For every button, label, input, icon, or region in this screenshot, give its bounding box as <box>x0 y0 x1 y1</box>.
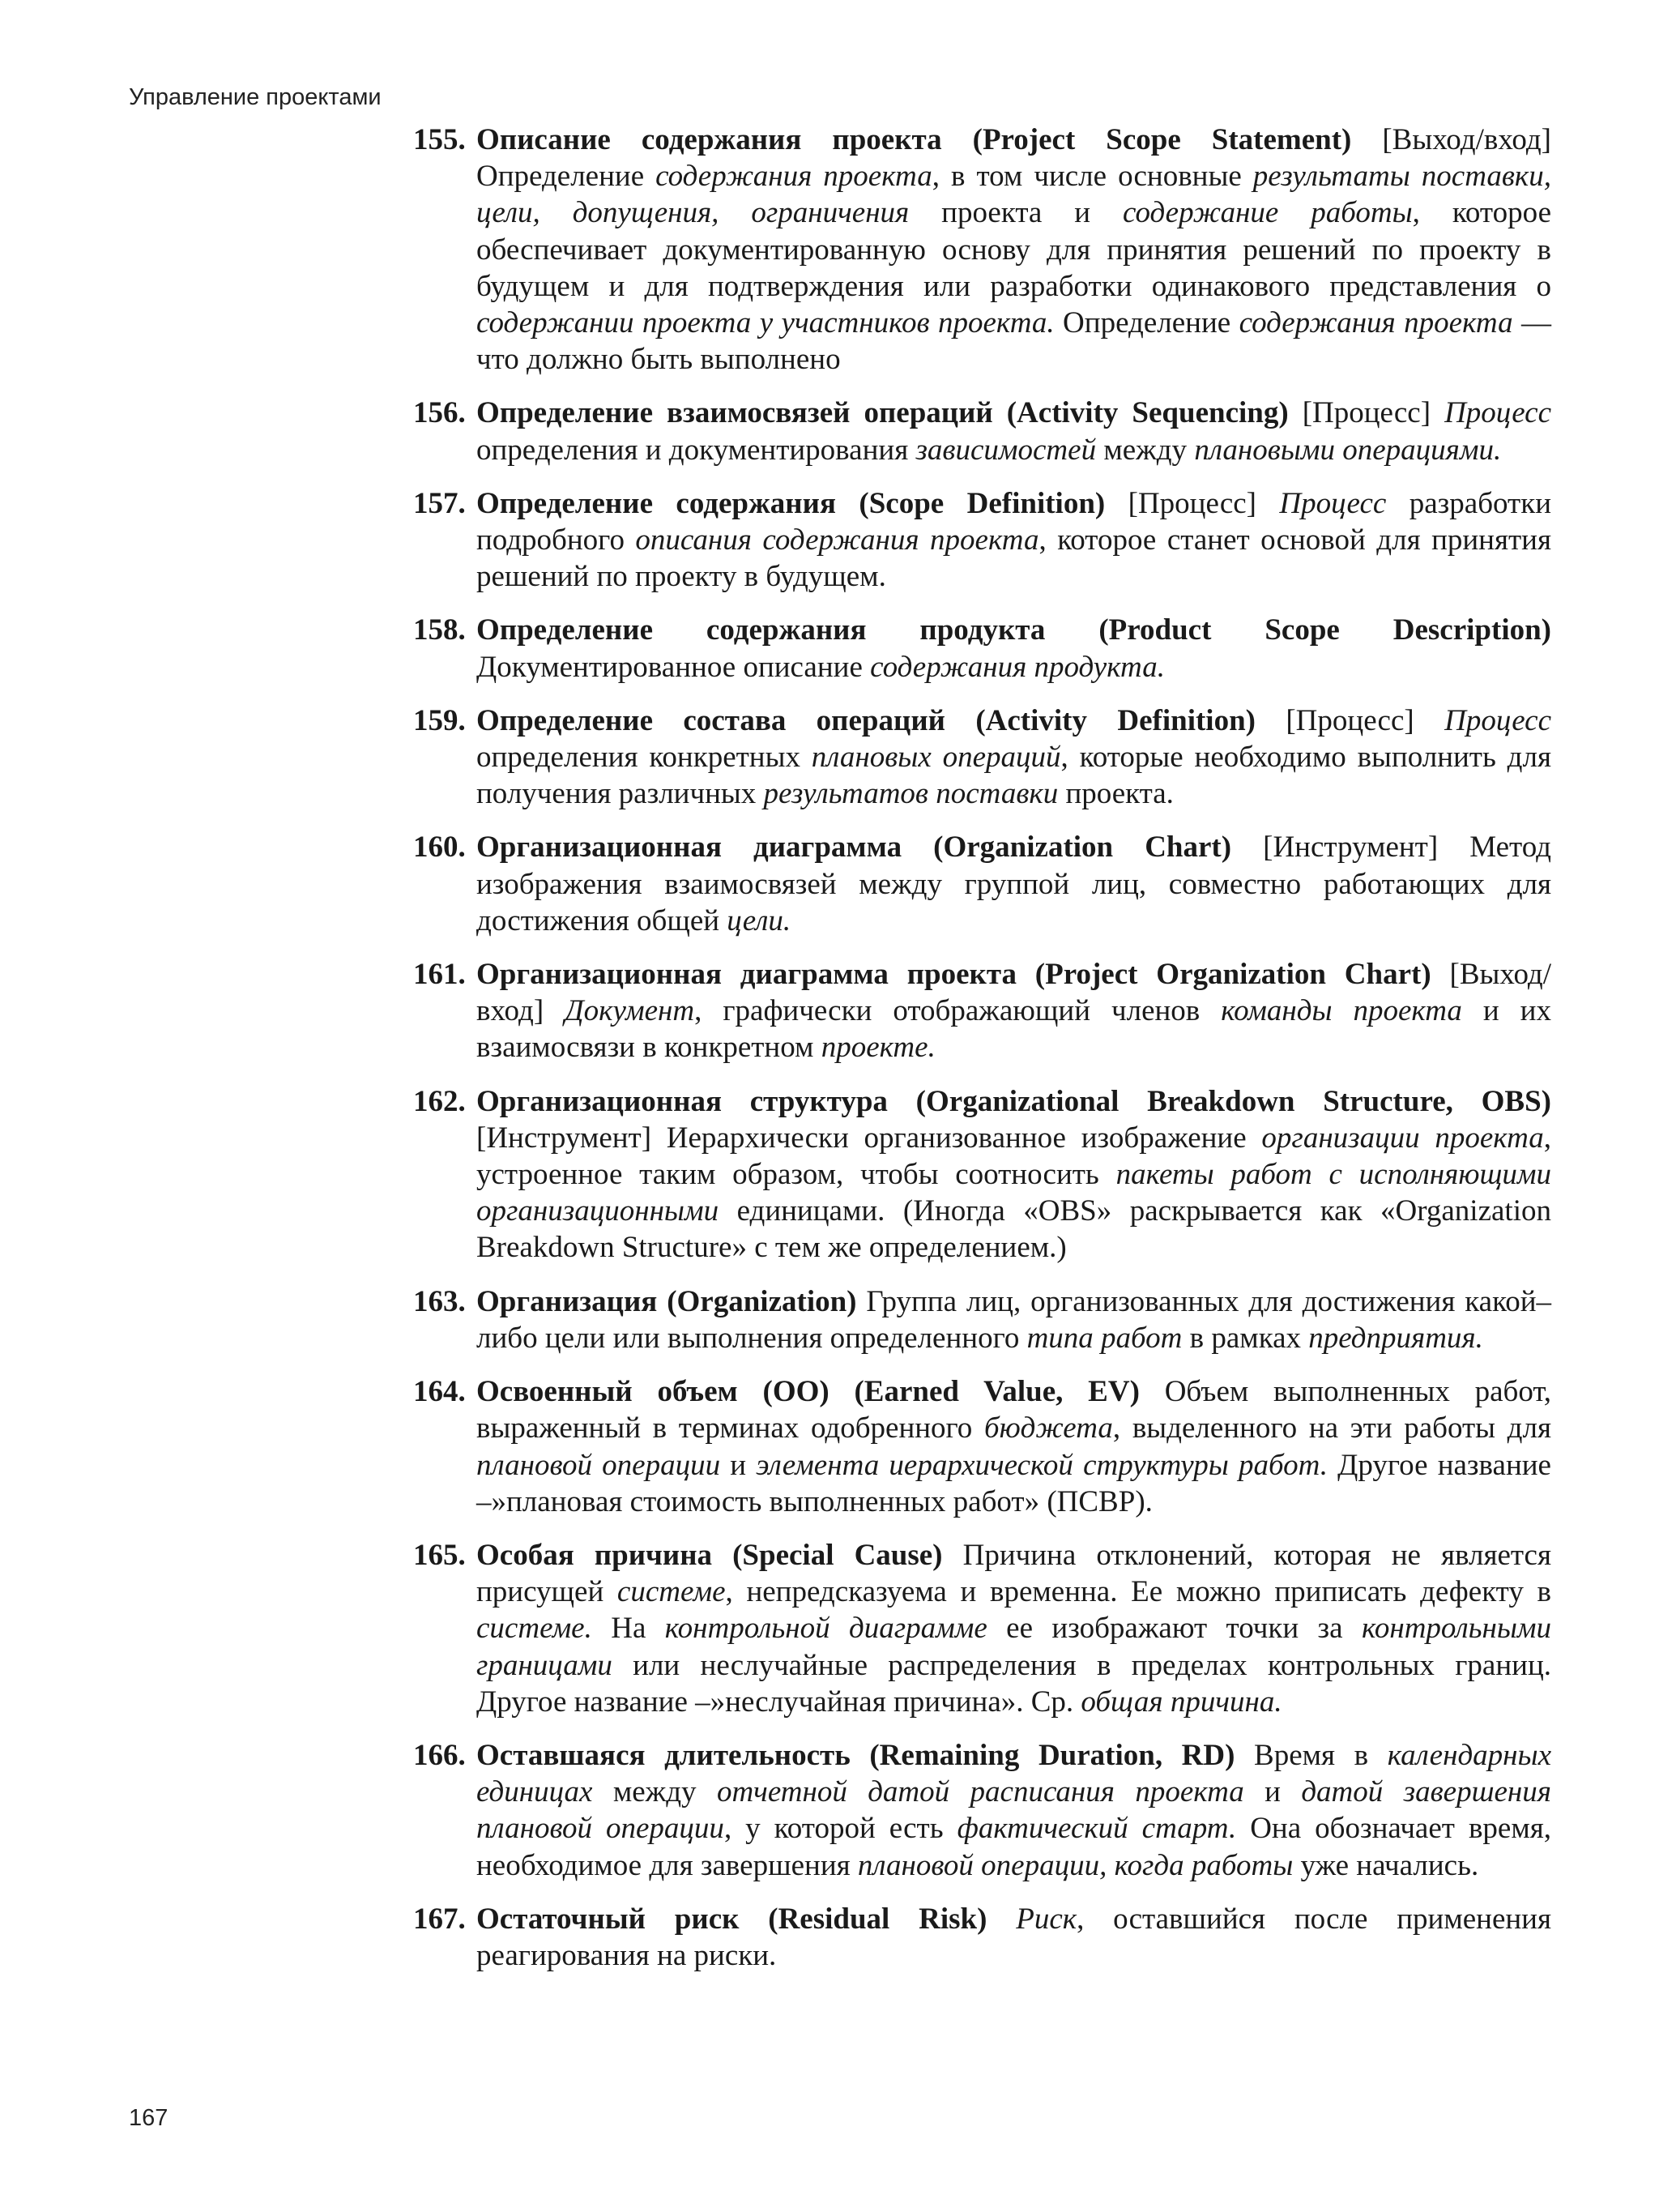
entry-text-run: разработки подробного <box>476 486 1551 557</box>
entry-reference: типа работ <box>1026 1321 1183 1355</box>
entry-reference: описания содержания проекта <box>635 523 1039 557</box>
entry-reference: содержания проекта <box>655 160 932 194</box>
entry-reference: системе <box>616 1575 726 1609</box>
entry-term: Определение содержания продукта (Product Scope Description) <box>476 613 1551 647</box>
entry-reference: цели. <box>727 903 791 937</box>
entry-reference: Процесс <box>1444 396 1551 430</box>
glossary-entry <box>413 1283 1551 1356</box>
entry-reference: содержания проекта <box>1239 306 1513 340</box>
entry-text-run: уже начались. <box>1293 1848 1479 1882</box>
entry-term: Остаточный риск (Residual Risk) <box>476 1902 987 1936</box>
entry-term: Организационная диаграмма проекта (Project Organization Chart) <box>476 958 1431 992</box>
entry-reference: плановыми операциями. <box>1194 433 1502 467</box>
glossary-entry <box>413 485 1551 596</box>
entry-number: 157. <box>413 486 466 520</box>
glossary-entry <box>413 612 1551 685</box>
entry-number: 164. <box>413 1375 466 1409</box>
entry-reference: организации проекта <box>1261 1121 1544 1155</box>
entry-definition <box>476 1537 1551 1720</box>
entry-reference: содержании проекта у участников проекта. <box>476 306 1055 340</box>
entry-reference: Процесс <box>1279 486 1387 520</box>
entry-reference: результатов поставки <box>763 777 1059 811</box>
entry-text-run: и <box>720 1448 757 1482</box>
glossary-entry <box>413 956 1551 1066</box>
entry-text-run <box>987 1902 1016 1936</box>
entry-reference: зависимостей <box>915 433 1097 467</box>
entry-definition <box>476 956 1551 1066</box>
entry-reference: бюджета <box>983 1411 1113 1445</box>
entry-text-run: или неслучайные распределения в пределах контрольных границ. Другое название –»неслучайная причина». Ср. <box>476 1648 1551 1719</box>
entry-text-run: , непредсказуема и временна. Ее можно приписать дефекту в <box>725 1575 1551 1609</box>
entry-definition <box>476 1083 1551 1266</box>
entry-definition <box>476 612 1551 685</box>
entry-number: 161. <box>413 958 466 992</box>
entry-definition <box>476 829 1551 939</box>
entry-reference: результаты поставки, цели, допущения, ограничения <box>476 160 1551 230</box>
entry-reference: Документ <box>565 994 695 1028</box>
entry-definition <box>476 122 1551 378</box>
entry-text-run: Она обозначает время, необходимое для завершения <box>476 1812 1552 1882</box>
entry-definition <box>476 485 1551 596</box>
entry-term: Описание содержания проекта (Project Scope Statement) <box>476 123 1352 156</box>
entry-term: Освоенный объем (ОО) (Earned Value, EV) <box>476 1375 1140 1409</box>
entry-reference: содержания продукта. <box>870 650 1165 684</box>
entry-definition <box>476 395 1551 468</box>
entry-text-run: между <box>1096 433 1195 467</box>
glossary-entry <box>413 395 1551 468</box>
glossary-entry <box>413 829 1551 939</box>
entry-definition <box>476 702 1551 813</box>
entry-text-run: [Выход/вход] Определение <box>476 123 1551 194</box>
page-number: 167 <box>129 2105 168 2131</box>
entry-reference: пакеты работ с исполняющими организационными <box>476 1158 1551 1228</box>
entry-reference: плановых операций <box>811 741 1061 775</box>
entry-reference: контрольной диаграмме <box>664 1612 987 1646</box>
entry-text-run: Другое название –»плановая стоимость выполненных работ» (ПСВР). <box>476 1448 1551 1518</box>
entry-text-run: Время в <box>1235 1738 1388 1772</box>
entry-text-run: [Инструмент] Метод изображения взаимосвязей между группой лиц, совместно работающих для достижения общей <box>476 831 1551 937</box>
entry-text-run: проекта и <box>909 196 1123 230</box>
entry-reference: проекте. <box>821 1031 936 1065</box>
entry-number: 163. <box>413 1284 466 1318</box>
entry-reference: команды проекта <box>1221 994 1462 1028</box>
entry-text-run: Объем выполненных работ, выраженный в терминах одобренного <box>476 1375 1551 1445</box>
entry-text-run: — что должно быть выполнено <box>476 306 1551 377</box>
entry-definition <box>476 1373 1551 1520</box>
entry-text-run: единицами. (Иногда «OBS» раскрывается как «Organization Breakdown Structure» с тем же определением.) <box>476 1194 1551 1265</box>
glossary-entry <box>413 1901 1551 1974</box>
entry-text-run: между <box>592 1775 717 1809</box>
entry-reference: Процесс <box>1444 703 1552 737</box>
entry-text-run: , оставшийся после применения реагирования на риски. <box>476 1902 1551 1972</box>
entry-text-run: [Инструмент] Иерархически организованное изображение <box>476 1121 1262 1155</box>
entry-definition <box>476 1737 1551 1884</box>
entry-reference: содержание работы <box>1122 196 1413 230</box>
entry-text-run: Причина отклонений, которая не является присущей <box>476 1538 1551 1609</box>
entry-text-run: На <box>591 1612 665 1646</box>
glossary-entry <box>413 1083 1551 1266</box>
entry-number: 156. <box>413 396 466 430</box>
entry-text-run: [Процесс] <box>1288 396 1445 430</box>
entry-text-run: [Процесс] <box>1105 486 1280 520</box>
entry-reference: контрольными границами <box>476 1612 1551 1682</box>
entry-term: Определение содержания (Scope Definition) <box>476 486 1106 520</box>
entry-text-run: в рамках <box>1182 1321 1309 1355</box>
glossary-entry <box>413 702 1551 813</box>
entry-reference: отчетной датой расписания проекта <box>716 1775 1244 1809</box>
entry-text-run: Группа лиц, организованных для достижения какой–либо цели или выполнения определенного <box>476 1284 1551 1355</box>
entry-reference: системе. <box>476 1612 592 1646</box>
entry-text-run: , которое станет основой для принятия решений по проекту в будущем. <box>476 523 1551 594</box>
glossary-entry <box>413 1537 1551 1720</box>
entry-number: 158. <box>413 613 466 647</box>
entry-text-run: определения конкретных <box>476 741 812 775</box>
entry-text-run: Определение <box>1054 306 1239 340</box>
entry-text-run: , выделенного на эти работы для <box>1112 1411 1551 1445</box>
entry-number: 159. <box>413 703 466 737</box>
entry-term: Оставшаяся длительность (Remaining Duration, RD) <box>476 1738 1235 1772</box>
glossary-entry <box>413 122 1551 378</box>
entry-text-run: [Выход/вход] <box>476 958 1551 1028</box>
entry-definition <box>476 1901 1551 1974</box>
entry-text-run: определения и документирования <box>476 433 916 467</box>
entry-text-run: проекта. <box>1058 777 1174 811</box>
entry-reference: календарных единицах <box>476 1738 1551 1809</box>
entry-number: 166. <box>413 1738 466 1772</box>
entry-text-run: , устроенное таким образом, чтобы соотносить <box>476 1121 1551 1192</box>
entry-text-run: и <box>1243 1775 1302 1809</box>
entry-text-run: , в том числе основные <box>932 160 1253 194</box>
entry-text-run: , которые необходимо выполнить для получения различных <box>476 741 1551 811</box>
entry-term: Определение состава операций (Activity Definition) <box>476 703 1256 737</box>
entry-text-run: ее изображают точки за <box>987 1612 1362 1646</box>
entry-text-run: и их взаимосвязи в конкретном <box>476 994 1551 1065</box>
entry-number: 167. <box>413 1902 466 1936</box>
entry-text-run: , графически отображающий членов <box>694 994 1222 1028</box>
glossary-list <box>413 122 1551 1991</box>
glossary-entry <box>413 1373 1551 1520</box>
entry-text-run: [Процесс] <box>1255 703 1445 737</box>
entry-text-run: , у которой есть <box>723 1812 957 1846</box>
entry-number: 162. <box>413 1084 466 1118</box>
entry-term: Особая причина (Special Cause) <box>476 1538 943 1572</box>
entry-term: Организация (Organization) <box>476 1284 857 1318</box>
entry-reference: общая причина. <box>1081 1685 1282 1719</box>
entry-text-run: Документированное описание <box>476 650 871 684</box>
entry-term: Определение взаимосвязей операций (Activity Sequencing) <box>476 396 1289 430</box>
entry-term: Организационная структура (Organizational Breakdown Structure, OBS) <box>476 1084 1551 1118</box>
entry-text-run: , которое обеспечивает документированную основу для принятия решений по проекту в будущем и для подтверждения или разработки одинакового представления о <box>476 196 1551 303</box>
entry-reference: плановой операции <box>476 1448 721 1482</box>
entry-reference: Риск <box>1016 1902 1077 1936</box>
entry-number: 155. <box>413 123 466 156</box>
entry-reference: элемента иерархической структуры работ. <box>756 1448 1328 1482</box>
entry-number: 160. <box>413 831 466 865</box>
glossary-entry <box>413 1737 1551 1884</box>
running-header: Управление проектами <box>129 84 382 110</box>
entry-reference: датой завершения плановой операции <box>476 1775 1551 1846</box>
entry-reference: плановой операции, когда работы <box>857 1848 1294 1882</box>
entry-reference: фактический старт. <box>957 1812 1237 1846</box>
entry-term: Организационная диаграмма (Organization Chart) <box>476 831 1232 865</box>
entry-definition <box>476 1283 1551 1356</box>
entry-number: 165. <box>413 1538 466 1572</box>
entry-reference: предприятия. <box>1308 1321 1483 1355</box>
